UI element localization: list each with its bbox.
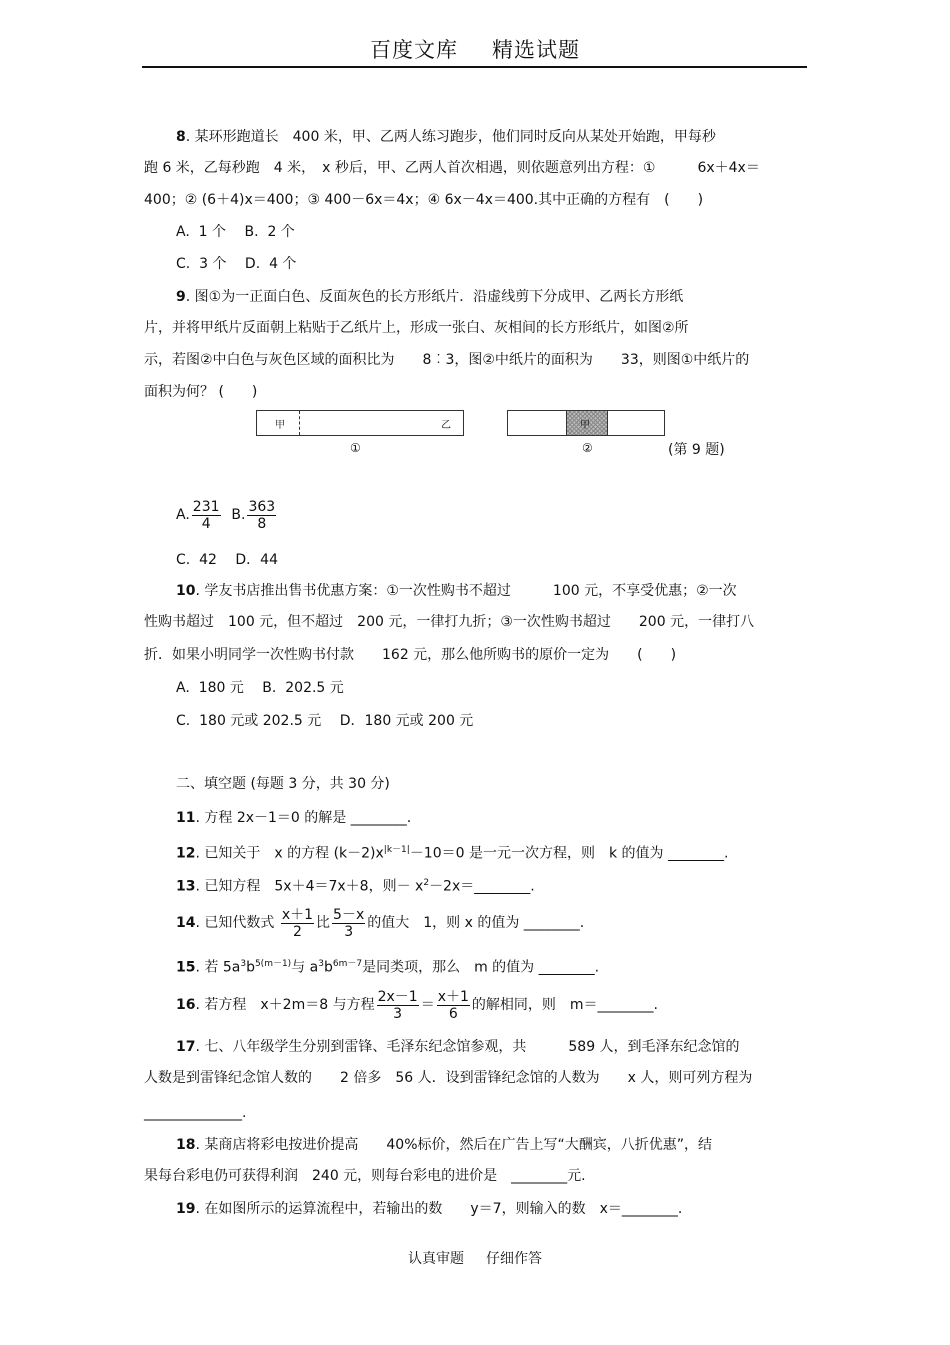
q16-fraction-2-numerator: x＋1 [437,988,469,1005]
figure-1-caption: ① [350,441,361,455]
q16-number: 16 [176,997,196,1013]
q10-line-1 [176,581,737,601]
header-right-title: 精选试题 [492,38,580,62]
q13-line [176,873,535,897]
q12-number: 12 [176,845,196,862]
q9-option-a-label: A. [176,507,190,523]
q10-options-ab: A. 180 元 B. 202.5 元 [176,680,344,696]
q9-options-cd: C. 42 D．44 [176,552,278,568]
q9-options-ab [176,497,278,533]
q14-number: 14 [176,915,196,931]
q16-fraction-2 [437,989,470,1022]
q17-line-1 [176,1037,740,1057]
q15-exp-4: 6m－7 [332,959,363,969]
q9-line-1 [176,287,683,307]
q14-fraction-1-numerator: x＋1 [281,906,314,923]
q15-text-mid: 与 a [291,959,319,976]
q16-fraction-1-denominator: 3 [393,1005,403,1022]
q15-exp-1: 3 [240,959,247,969]
header-left-title: 百度文库 [370,38,458,62]
q15-var-b-2: b [323,959,333,976]
q16-line [176,986,658,1024]
q15-text-post: 是同类项，那么 m 的值为 ________. [362,959,600,976]
q8-number: 8 [176,129,186,145]
figure-1-label-jia: 甲 [275,420,285,431]
q12-exponent: |k－1| [383,845,410,855]
q16-text-post: 的解相同，则 m＝________. [471,997,658,1013]
q11-line [176,808,411,828]
q9-option-a-fraction [192,499,221,532]
figure-2-strip [507,410,665,436]
q16-fraction-1 [377,989,419,1022]
figure-1-strip [256,410,464,436]
q16-fraction-2-denominator: 6 [448,1005,458,1022]
figure-1-dashed-cut [299,411,300,435]
q15-text-pre: . 若 5a [195,959,241,976]
q8-line-3: 400；② (6＋4)x＝400；③ 400－6x＝4x；④ 6x－4x＝400.其中正确的方程有 ( ) [144,192,704,208]
q13-exponent: 2 [423,878,430,888]
q12-text-post: －10＝0 是一元一次方程，则 k 的值为 ________. [409,845,729,862]
q19-line [176,1199,682,1219]
q10-number: 10 [176,583,196,599]
q14-text-pre: . 已知代数式 [195,915,275,931]
q16-fraction-1-numerator: 2x－1 [377,988,418,1005]
section-2-title: 二、填空题 (每题 3 分，共 30 分) [176,776,390,792]
q9-line-2: 片，并将甲纸片反面朝上粘贴于乙纸片上，形成一张白、灰相间的长方形纸片，如图②所 [144,320,689,336]
figure-2-label-jia: 甲 [580,420,590,431]
q8-text-1: . 某环形跑道长 400 米，甲、乙两人练习跑步，他们同时反向从某处开始跑，甲每秒 [185,129,716,145]
q15-exp-2: 5(m－1) [254,959,292,969]
footer-right: 仔细作答 [486,1251,542,1267]
q14-text-post: 的值大 1，则 x 的值为 ________. [367,915,585,931]
q13-text-post: －2x＝________. [429,878,535,895]
q15-number: 15 [176,959,196,976]
q13-number: 13 [176,878,196,895]
q9-line-4: 面积为何？ ( ) [144,384,258,400]
page-footer [0,1248,950,1268]
q13-text-pre: . 已知方程 5x＋4＝7x＋8，则－ x [195,878,424,895]
q16-text-pre: . 若方程 x＋2m＝8 与方程 [195,997,375,1013]
q9-option-a-denominator: 4 [201,515,211,532]
q18-line-2: 果每台彩电仍可获得利润 240 元，则每台彩电的进价是 ________元. [144,1168,586,1184]
q10-options-cd: C. 180 元或 202.5 元 D．180 元或 200 元 [176,713,474,729]
q11-text: . 方程 2x－1＝0 的解是 ________. [195,810,412,826]
q9-figure-caption: (第 9 题) [668,442,725,458]
footer-left: 认真审题 [408,1251,464,1267]
figure-2-grey-region [566,411,608,435]
q10-text-1: . 学友书店推出售书优惠方案：①一次性购书不超过 100 元，不享受优惠；②一次 [195,583,737,599]
q10-line-2: 性购书超过 100 元，但不超过 200 元，一律打九折；③一次性购书超过 200 元，一律打八 [144,614,755,630]
q16-equals: ＝ [420,997,435,1013]
q19-number: 19 [176,1201,196,1217]
q8-options-cd: C. 3 个 D. 4 个 [176,256,297,272]
q14-fraction-1-denominator: 2 [292,923,302,940]
q14-fraction-2-denominator: 3 [344,923,354,940]
q9-text-1: . 图①为一正面白色、反面灰色的长方形纸片．沿虚线剪下分成甲、乙两长方形纸 [185,289,684,305]
q17-text-1: . 七、八年级学生分别到雷锋、毛泽东纪念馆参观，共 589 人，到毛泽东纪念馆的 [195,1039,740,1055]
q14-fraction-2 [332,907,365,940]
q15-exp-3: 3 [318,959,324,969]
q9-option-a-numerator: 231 [192,498,220,515]
q14-fraction-2-numerator: 5－x [333,906,365,923]
q17-line-3: ______________. [144,1105,247,1121]
q12-text-pre: . 已知关于 x 的方程 (k－2)x [195,845,384,862]
q15-line [176,954,599,978]
q9-option-b-fraction [247,499,276,532]
q8-line-1 [176,127,716,147]
q10-line-3: 折．如果小明同学一次性购书付款 162 元，那么他所购书的原价一定为 ( ) [144,647,677,663]
q8-options-ab: A. 1 个 B. 2 个 [176,224,295,240]
q9-option-b-numerator: 363 [248,498,276,515]
q8-line-2: 跑 6 米，乙每秒跑 4 米， x 秒后，甲、乙两人首次相遇，则依题意列出方程：① 6x＋4x＝ [144,160,760,176]
q14-fraction-1 [281,907,314,940]
q12-line [176,840,728,864]
page-header [0,34,950,64]
q9-line-3: 示，若图②中白色与灰色区域的面积比为 8︰3，图②中纸片的面积为 33，则图①中纸片的 [144,352,750,368]
q18-line-1 [176,1135,712,1155]
q14-text-mid: 比 [316,915,331,931]
q9-number: 9 [176,289,186,305]
figure-2-caption: ② [582,441,593,455]
q11-number: 11 [176,810,196,826]
figure-1-label-yi: 乙 [441,420,451,431]
header-rule [142,66,807,68]
q14-line [176,904,584,942]
q18-text-1: . 某商店将彩电按进价提高 40%标价，然后在广告上写“大酬宾，八折优惠”，结 [195,1137,713,1153]
q17-line-2: 人数是到雷锋纪念馆人数的 2 倍多 56 人．设到雷锋纪念馆的人数为 x 人，则可列方程为 [144,1070,753,1086]
q9-option-b-label: B. [231,507,246,523]
q15-var-b-1: b [246,959,255,976]
q19-text: . 在如图所示的运算流程中，若输出的数 y＝7，则输入的数 x＝________. [195,1201,683,1217]
q17-number: 17 [176,1039,196,1055]
q9-option-b-denominator: 8 [257,515,267,532]
q18-number: 18 [176,1137,196,1153]
